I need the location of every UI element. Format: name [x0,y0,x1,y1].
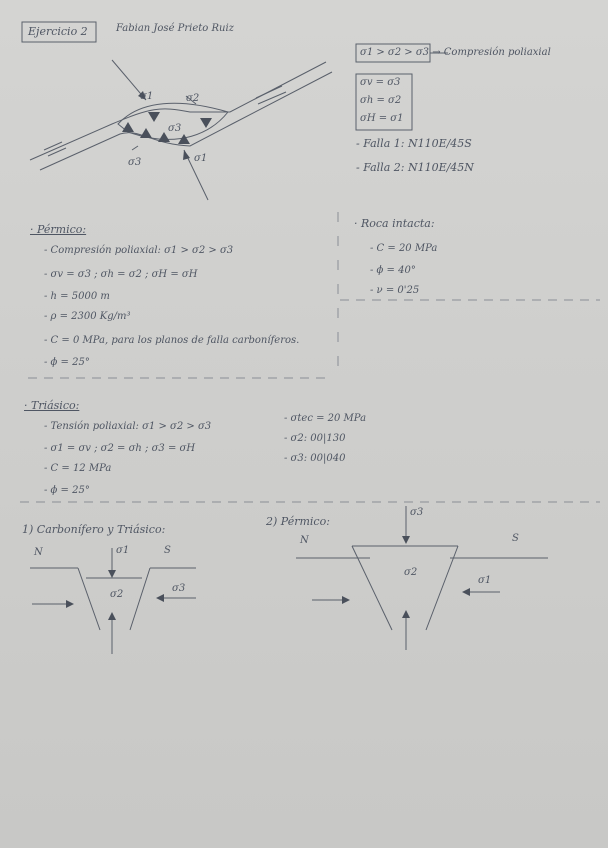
roca-line: - C = 20 MPa [370,243,438,254]
falla1: - Falla 1: N110E/45S [356,137,472,150]
sigma3-label: σ3 [168,123,182,134]
compression-note: σ1 > σ2 > σ3 → Compresión poliaxial [360,47,551,58]
fig2-sigma2: σ2 [404,567,418,578]
fig2-sigma3: σ3 [410,507,424,518]
triasico-right: - σtec = 20 MPa [284,413,367,424]
permico-line: - Compresión poliaxial: σ1 > σ2 > σ3 [44,245,234,256]
permico-line: - h = 5000 m [44,291,110,302]
fig2-title: 2) Pérmico: [266,515,330,528]
roca-line: - ν = 0'25 [370,285,420,296]
fig1-north: N [34,547,43,558]
sigma2-label: σ2 [186,93,200,104]
fig2-north: N [300,535,309,546]
permico-line: - σv = σ3 ; σh = σ2 ; σH = σH [44,269,198,280]
triasico-line: - Tensión poliaxial: σ1 > σ2 > σ3 [44,421,212,432]
triasico-title: · Triásico: [24,399,80,412]
falla2: - Falla 2: N110E/45N [356,161,474,174]
fig2-sigma1: σ1 [478,575,492,586]
permico-line: - ρ = 2300 Kg/m³ [44,311,131,322]
triasico-line: - C = 12 MPa [44,463,112,474]
triasico-line: - ϕ = 25° [44,485,90,496]
fig1-diagram [30,545,196,654]
fig1-sigma2: σ2 [110,589,124,600]
permico-title: · Pérmico: [30,223,87,236]
fig2-south: S [512,533,519,544]
title: Ejercicio 2 [28,25,88,38]
fig1-sigma1: σ1 [116,545,130,556]
fig1-south: S [164,545,171,556]
eq3: σH = σ1 [360,113,404,124]
roca-title: · Roca intacta: [354,217,435,230]
sigma1-label: σ1 [140,91,154,102]
eq2: σh = σ2 [360,95,402,106]
fig1-sigma3: σ3 [172,583,186,594]
fig1-title: 1) Carbonífero y Triásico: [22,523,166,536]
author: Fabian José Prieto Ruiz [116,23,234,34]
permico-line: - ϕ = 25° [44,357,90,368]
triasico-right: - σ3: 00|040 [284,453,346,464]
triasico-line: - σ1 = σv ; σ2 = σh ; σ3 = σH [44,443,196,454]
sigma1b-label: σ1 [194,153,208,164]
triasico-right: - σ2: 00|130 [284,433,346,444]
permico-line: - C = 0 MPa, para los planos de falla carboníferos. [44,335,300,346]
fig2-diagram [296,506,548,650]
sigma3b-label: σ3 [128,157,142,168]
eq1: σv = σ3 [360,77,401,88]
roca-line: - ϕ = 40° [370,265,416,276]
